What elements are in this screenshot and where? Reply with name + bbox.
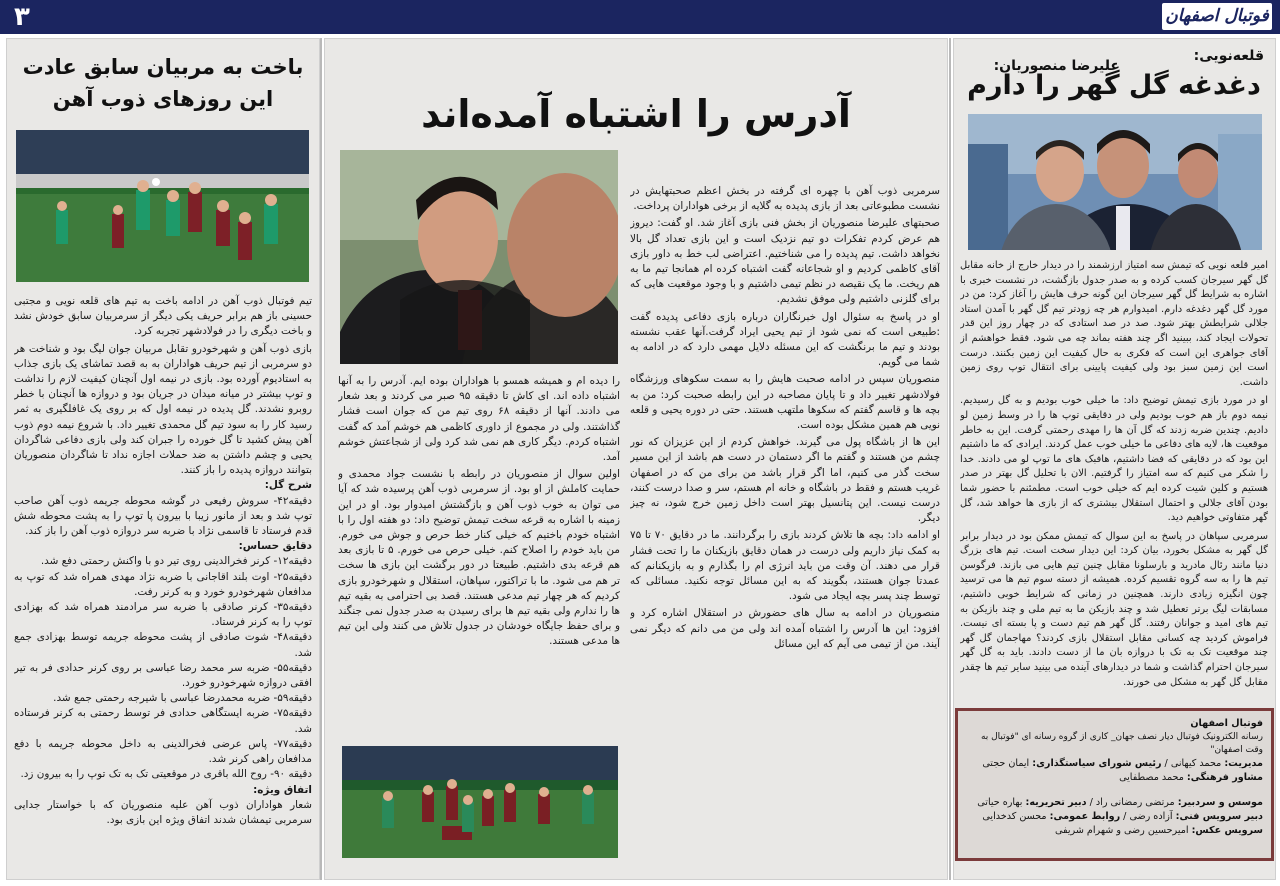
middle-article-left <box>338 374 620 746</box>
credits-line: موسس و سردبیر: مرتضی رمضانی راد / دبیر تحریریه: بهاره حیاتی <box>977 796 1263 808</box>
credits-value: ایمان حجتی <box>982 758 1030 770</box>
paragraph: امیر قلعه نویی که تیمش سه امتیاز ارزشمند را در دیدار خارج از خانه مقابل گل گهر سیرجان کسب کرده و به صدر جدول بازگشت، در نشست خبری با اشاره به شرایط گل گهر سیرجان این گونه حرف هایش را آغاز کرد: من در مورد گل گهر دغدغه دارم. امیدوارم هر چه زودتر تیم گل گهر با آمدن استاد جلالی شرایطش بهتر شود. صد در صد استادی که در چهار روز این قدر تحولات ایجاد کند، ببینید اگر چند هفته بماند چه می شود. فقط خواهشم از آقای جواهری این است که فکری به حال کیفیت این زمین بکنند. درست است این زمین سبز بود ولی کیفیت پایینی برای انتقال توپ روی زمین داشت. <box>960 260 1268 388</box>
left-headline-line2: این روزهای ذوب آهن <box>52 87 274 111</box>
section-heading: اتفاق ویژه: <box>253 783 312 796</box>
page-number: ۳ <box>14 2 30 32</box>
hug-photo <box>340 150 618 364</box>
credits-value: آزاده رضی <box>1129 810 1173 822</box>
paragraph: صحبتهای علیرضا منصوریان از بخش فنی بازی آغاز شد. او گفت: دیروز هم عرض کردم تفکرات دو تیم نزدیک است و این بازی تعداد گل بالا نخواهد داشت. تیم پدیده را می شناختیم. اعتراضی لب خط به داور بازی آقای کاظمی کردیم و او شجاعانه گفت اشتباه کرده ام همانجا تیم ما به هم ریخت. ما یک نقیصه در نظم تیمی داشتیم و با وجود موقعیت هایی که برای گلزنی داشتیم ولی موفق نشدیم. <box>630 217 940 306</box>
middle-kicker: علیرضا منصوریان: <box>993 58 1120 74</box>
credits-label: دبیر سرویس فنی: <box>1175 810 1263 822</box>
credits-label: سرویس عکس: <box>1191 825 1263 837</box>
section-item: دقیقه۴۸- شوت صادقی از پشت محوطه جریمه توسط بهزادی جمع شد. <box>14 631 312 659</box>
middle-article-right <box>630 184 940 860</box>
paragraph: اولین سوال از منصوریان در رابطه با نشست جواد محمدی و حمایت کاملش از او بود. از سرمربی ذوب آهن پرسیده شد که آیا می توان به خوب ذوب آهن و بازگشتش امیدوار بود. او در این زمینه با اشاره به قرعه سخت تیمش توضیح داد: دو هفته اول را با اشتباه خودم باختیم که خیلی کنار خط حرص و جوش می خورم. من باید خودم را اصلاح کنم. خیلی حرص می خورم. ۵ تا بازی بعد هم قرعه بدی داشتیم. طبیعتا در دور برگشت این بازی ها سخت تر هم می شود. ما با تراکتور، سپاهان، استقلال و شهرخودرو بازی کردیم که هر چهار تیم مدعی هستند. قصد بی احترامی به بقیه تیم ها را ندارم ولی بقیه تیم ها برای رسیدن به صدر جدول نمی جنگند و برای حفظ جایگاه خودشان در جدول تلاش می کنند ولی این تیم ها مدعی هستند. <box>338 468 620 648</box>
credits-value: محمد کیهانی <box>1170 758 1222 770</box>
credits-label: موسس و سردبیر: <box>1177 796 1263 808</box>
credits-label: مدیریت: <box>1224 758 1263 770</box>
credits-label: رئیس شورای سیاستگذاری: <box>1032 758 1162 770</box>
section-item: دقیقه۷۵- ضربه ایستگاهی حدادی فر توسط رحمتی به کرنر فرستاده شد. <box>14 707 312 735</box>
credits-box <box>955 708 1274 861</box>
middle-headline: آدرس را اشتباه آمده‌اند <box>421 92 851 136</box>
section-item: دقیقه۲۵- اوت بلند اقاجانی با ضربه نژاد مهدی همراه شد که توپ به مدافعان شهرخودرو خورد و به کرنر رفت. <box>14 570 312 598</box>
credits-value: بهاره حیاتی <box>977 796 1023 808</box>
paragraph: منصوریان سپس در ادامه صحبت هایش را به سمت سکوهای ورزشگاه فولادشهر تغییر داد و تا پایان مصاحبه در این رابطه صحبت کرد: من به بچه ها و قاسم گفتم که سکوها ملتهب هستند. حتی در دوره یحیی و قلعه نویی هم همین مشکل بوده است. <box>630 373 940 432</box>
top-bar <box>0 0 1280 34</box>
section-item: دقیقه۵۹- ضربه محمدرضا عباسی با شیرجه رحمتی جمع شد. <box>53 692 312 705</box>
credits-description: رسانه الکترونیک فوتبال دیار نصف جهان_ کاری از گروه رسانه ای "فوتبال به وقت اصفهان" <box>980 732 1263 756</box>
coaches-photo <box>968 114 1262 250</box>
paragraph: را دیده ام و همیشه همسو با هواداران بوده ایم. آدرس را به آنها اشتباه داده اند. ای کاش تا دقیقه ۹۵ صبر می کردند و بعد شعار می دادند. آنها از دقیقه ۶۸ روی تیم من که جوان است فشار گذاشتند. ولی در مجموع از داوری کاظمی هم خوشم آمد که گفت اشتباه کردم. دیگر کاری هم نمی شد کرد ولی از شجاعتش خوشم آمد. <box>338 375 620 464</box>
credits-line <box>966 771 1263 785</box>
paragraph: بازی ذوب آهن و شهرخودرو تقابل مربیان جوان لیگ بود و شناخت هر دو سرمربی از تیم حریف هواداران به به قصد تماشای یک بازی جذاب به استادیوم آورده بود. بازی در نیمه اول آنچنان کیفیت لازم را نداشت و توپ بیشتر در میانه میدان در جریان بود و دروازه ها آنچنان با خطر روبرو نشدند. گل پدیده در نیمه اول که بر روی یک غافلگیری به ثمر رسید کار را به سود تیم گل محمدی تغییر داد. با شروع نیمه دوم ذوب آهن پیش کشید تا گل خورده را جبران کند ولی بازی دفاعی شاگردان یحیی و چشم داشتن به ضد حملات اجازه نداد تا شاگردان منصوریان بتوانند دروازه پدیده را باز کنند. <box>14 342 312 477</box>
paragraph: سرمربی ذوب آهن با چهره ای گرفته در بخش اعظم صحبتهایش در نشست مطبوعاتی بعد از بازی پدیده به گلایه از برخی هواداران پرداخت. <box>630 185 940 213</box>
right-kicker: قلعه‌نویی: <box>1193 48 1264 64</box>
credits-label: مشاور فرهنگی: <box>1186 772 1263 784</box>
paragraph: سرمربی سپاهان در پاسخ به این سوال که تیمش ممکن بود در دیدار برابر گل گهر به مشکل بخورد، بیان کرد: این دیدار سخت است. تیم های بزرگ دنیا مانند رئال مادرید و بارسلونا مقابل چنین تیم هایی می بازند. فرگوسن تیم ها را به سه گروه تقسیم کرده. همیشه از دسته سوم تیم ها می ترسید چون انگیزه زیادی دارند. همچنین در زمانی که شرایط خوبی داشتیم، مسابقات لیگ برتر تعطیل شد و چند بازیکن ما به تیم ملی و چند بازیکن به تیم های امید و جوانان رفتند. گل گهر هم تیم دست و پا بسته ای نیست. فراموش کردید چه کسانی مقابل استقلال بازی کردند؟ مهاجمان گل گهر چند موقعیت تک به تک با دروازه بان ما از دست دادند. باید به گل گهر سیرجان احترام گذاشت و شما در دیدارهای آینده می بینید سایر تیم ها چقدر مقابل گل گهر به مشکل می خورند. <box>960 530 1268 688</box>
section-item: دقیقه۴۲- سروش رفیعی در گوشه محوطه جریمه ذوب آهن صاحب توپ شد و بعد از مانور زیبا با بیرون پا توپ را به پشت محوطه شش قدم فرستاد تا قاسمی نژاد با ضربه سر دروازه ذوب آهن را باز کند. <box>14 494 312 538</box>
credits-value: محمد مصطفایی <box>1119 772 1184 784</box>
left-article-body <box>14 294 312 860</box>
credits-value: مرتضی رمضانی راد <box>1095 796 1175 808</box>
section-item: دقیقه۵۵- ضربه سر محمد رضا عباسی بر روی کرنر حدادی فر به تیر افقی دروازه شهرخودرو خورد. <box>14 661 312 690</box>
credits-content <box>966 717 1263 838</box>
paragraph: او در مورد بازی تیمش توضیح داد: ما خیلی خوب بودیم و به گل رسیدیم. نیمه دوم باز هم خوب بودیم ولی در دقایقی توپ ها را در وسط زمین لو دادیم. چندین ضربه زدند که گل آن ها را مهدی رحمتی گرفت. این به خاطر موقعیت ها، لایه های دفاعی ما خیلی خوب عمل کردند. ایرادی که ما داشتیم این بود که در دقایقی که فضا داشتیم، هافبک های ما توپ لو می دادند. خدا را شکر می کنیم که سه امتیاز را گرفتیم. الان با تحلیل گل بهتر در صدر هستیم و کلین شیت کرده ایم که خیلی خوب است. مطمئنم با حضور شما بودن آقای جلالی و احتمال استقلال بیشتری که از بازی ها خواهد شد، گل گهر متفاوتی خواهیم دید. <box>960 395 1268 524</box>
credits-value: محسن کدخدایی <box>982 810 1047 822</box>
section-item: دقیقه۱۲- کرنر فخرالدینی روی تیر دو با واکنش رحمتی دفع شد. <box>40 555 312 568</box>
match-photo-left <box>16 130 309 282</box>
publication-logo: فوتبال اصفهان <box>1162 3 1272 30</box>
credits-label: دبیر تحریریه: <box>1025 796 1087 808</box>
paragraph: او ادامه داد: بچه ها تلاش کردند بازی را برگردانند. ما در دقایق ۷۰ تا ۷۵ به کمک نیاز داریم ولی درست در همان دقایق بازیکنان ما را تحت فشار قرار می دهند. آن وقت من باید انرژی ام را بگذارم و به بازیکنانم که عمدتا جوان هستند، بگویند که به این مسائل توجه نکنید. مسائلی که توسط چند پسر بچه ایجاد می شود. <box>630 529 940 603</box>
right-article-body <box>960 259 1268 705</box>
paragraph: این ها از باشگاه پول می گیرند. خواهش کردم از این عزیزان که نور چشم من هستند و گفتم ما اگر دستمان در دست هم باشد از این مسیر سخت گذر می کنیم، اما اگر قرار باشد من برای من که در اصفهان غریب هستم و فقط در باشگاه و خانه ام هستم، سر و صدا درست کنند، درست نیست. این پتانسیل بهتر است داخل زمین خرج شود، نه چیز دیگر. <box>630 436 940 525</box>
section-heading: دقایق حساس: <box>238 540 312 553</box>
credits-label: روابط عمومی: <box>1049 810 1121 822</box>
section-heading: شرح گل: <box>264 479 312 492</box>
paragraph: تیم فوتبال ذوب آهن در ادامه باخت به تیم های قلعه نویی و مجتبی حسینی باز هم برابر حریف یکی دیگر از سرمربیان سابق خودش نشد و باخت دیگری را در فولادشهر تجربه کرد. <box>14 295 312 338</box>
section-item: دقیقه۳۵- کرنر صادقی با ضربه سر مرادمند همراه شد که بهزادی توپ را به کرنر فرستاد. <box>14 601 312 629</box>
column-divider <box>949 38 951 880</box>
credits-line: دبیر سرویس فنی: آزاده رضی / روابط عمومی: محسن کدخدایی <box>982 810 1263 822</box>
match-photo-middle <box>342 746 618 858</box>
credits-line: مدیریت: محمد کیهانی / رئیس شورای سیاستگذاری: ایمان حجتی <box>982 758 1263 770</box>
right-headline: دغدغه گل گهر را دارم <box>967 70 1261 101</box>
left-headline-line1: باخت به مربیان سابق عادت <box>22 55 304 79</box>
credits-value: امیرحسین رضی و شهرام شریفی <box>1055 825 1189 837</box>
section-item: شعار هواداران ذوب آهن علیه منصوریان که با خواستار جدایی سرمربی تیمشان شدند اتفاق ویژه این بازی بود. <box>14 798 312 826</box>
paragraph: او در پاسخ به سئوال اول خبرنگاران درباره بازی دفاعی پدیده گفت :طبیعی است که نمی شود از تیم یحیی ایراد گرفت.آنها عقب نشسته بودند و تیم ما برنگشت که این مسئله دلایل مهمی دارد که در ادامه به شما می گویم. <box>630 310 940 369</box>
paragraph: منصوریان در ادامه به سال های حضورش در استقلال اشاره کرد و افزود: این ها آدرس را اشتباه آمده اند ولی من می دانم که دیگر نمی آیند. من از تیمی می آیم که این مسائل <box>630 607 940 650</box>
column-divider <box>320 38 322 880</box>
credits-name: فوتبال اصفهان <box>1190 718 1263 729</box>
section-item: دقیقه۷۷- پاس عرضی فخرالدینی به داخل محوطه جریمه با دفع مدافعان راهی کرنر شد. <box>14 737 312 766</box>
credits-line <box>966 824 1263 838</box>
section-item: دقیقه ۹۰- روح الله باقری در موقعیتی تک به تک توپ را به بیرون زد. <box>20 768 312 781</box>
